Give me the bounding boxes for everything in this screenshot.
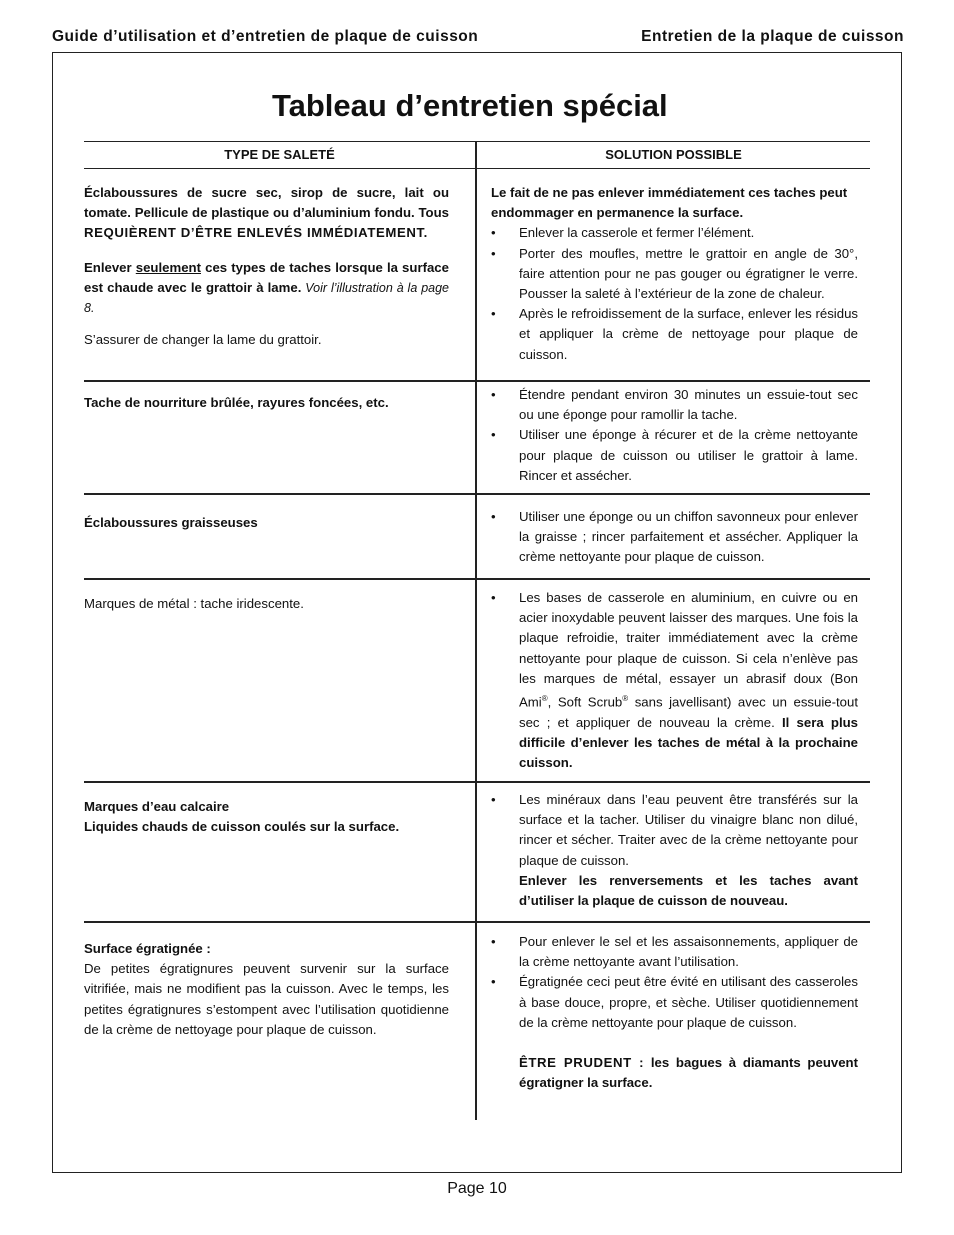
column-divider — [475, 141, 477, 1120]
row-divider — [84, 380, 870, 382]
row-3-solution-list — [491, 507, 858, 568]
caution-note: ÊTRE PRUDENT : les bagues à diamants peuvent égratigner la surface. — [519, 1055, 858, 1091]
row-6-solution-list — [491, 932, 858, 1033]
running-header-left: Guide d’utilisation et d’entretien de plaque de cuisson — [52, 28, 479, 45]
running-header-right: Entretien de la plaque de cuisson — [641, 28, 904, 45]
page-number: Page 10 — [447, 1180, 507, 1197]
row-1-soil — [84, 183, 449, 350]
row-5-soil: Marques d’eau calcaire Liquides chauds de cuisson coulés sur la surface. — [84, 799, 400, 835]
list-item: • Les bases de casserole en aluminium, en cuivre ou en acier inoxydable peuvent laisser des marques. Une fois la plaque refroidie, traiter immédiatement avec la crème nettoyante pour plaque de cuisson. Si cela n’enlève pas les marques de métal, essayer un abrasif doux (Bon Ami®, Soft Scrub® sans javellisant) avec un essuie-tout sec ; et appliquer de nouveau la crème. Il sera plus difficile d’enlever les taches de métal à la prochaine cuisson. — [491, 588, 858, 773]
row-2-solution-list — [491, 385, 858, 486]
row-5-solution-list — [491, 790, 858, 911]
row-divider — [84, 578, 870, 580]
row-1-solution-list — [491, 223, 858, 364]
list-item: • Égratignée ceci peut être évité en utilisant des casseroles à base douce, propre, et sèche. Utiliser quotidiennement de la crème nettoyante pour plaque de cuisson. — [491, 972, 858, 1033]
row-divider — [84, 921, 870, 923]
row-3-soil: Éclaboussures graisseuses — [84, 515, 258, 530]
list-item: • Après le refroidissement de la surface, enlever les résidus et appliquer la crème de nettoyage pour plaque de cuisson. — [491, 304, 858, 365]
row-3-solution — [491, 507, 858, 568]
row-6-solution — [491, 932, 858, 1093]
row-divider — [84, 781, 870, 783]
row-1-solution-intro: Le fait de ne pas enlever immédiatement ces taches peut endommager en permanence la surface. — [491, 185, 848, 221]
row-1-solution — [491, 183, 858, 365]
row-4-solution-list — [491, 588, 858, 773]
row-6-soil: Surface égratignée : De petites égratignures peuvent survenir sur la surface vitrifiée, mais ne modifient pas la cuisson. Avec le temps, les petites égratignures s’estompent avec l’utilisation quotidienne de la crème de nettoyage pour plaque de cuisson. — [84, 941, 449, 1037]
row-1-soil-p3: S’assurer de changer la lame du grattoir. — [84, 332, 322, 348]
row-divider — [84, 493, 870, 495]
row-1-soil-p1: Éclaboussures de sucre sec, sirop de sucre, lait ou tomate. Pellicule de plastique ou d’aluminium fondu. Tous REQUIÈRENT D’ÊTRE ENLEVÉS IMMÉDIATEMENT. — [84, 185, 449, 241]
list-item: • Les minéraux dans l’eau peuvent être transférés sur la surface et la tacher. Utiliser du vinaigre blanc non dilué, rincer et sécher. Traiter avec de la crème nettoyante pour plaque de cuisson. Enlever les renversements et les taches avant d’utiliser la plaque de cuisson de nouveau. — [491, 790, 858, 911]
column-header-soil-type: TYPE DE SALETÉ — [84, 141, 475, 169]
row-2-solution — [491, 385, 858, 486]
list-item: • Porter des moufles, mettre le grattoir en angle de 30°, faire attention pour ne pas gouger ou égratigner le verre. Pousser la saleté à l’extérieur de la zone de chaleur. — [491, 244, 858, 305]
row-4-solution — [491, 588, 858, 773]
row-4-soil: Marques de métal : tache iridescente. — [84, 596, 304, 611]
row-1-soil-p2: Enlever seulement ces types de taches lorsque la surface est chaude avec le grattoir à lame. Voir l’illustration à la page 8. — [84, 259, 449, 316]
column-header-solution: SOLUTION POSSIBLE — [477, 141, 870, 169]
row-2-soil: Tache de nourriture brûlée, rayures foncées, etc. — [84, 395, 389, 410]
row-5-solution — [491, 790, 858, 911]
list-item: • Utiliser une éponge ou un chiffon savonneux pour enlever la graisse ; rincer parfaitement et assécher. Appliquer la crème nettoyante pour plaque de cuisson. — [491, 507, 858, 568]
list-item: • Étendre pendant environ 30 minutes un essuie-tout sec ou une éponge pour ramollir la tache. — [491, 385, 858, 425]
list-item: • Pour enlever le sel et les assaisonnements, appliquer de la crème nettoyante avant l’utilisation. — [491, 932, 858, 972]
list-item: • Utiliser une éponge à récurer et de la crème nettoyante pour plaque de cuisson ou utiliser le grattoir à lame. Rincer et assécher. — [491, 425, 858, 486]
list-item: • Enlever la casserole et fermer l’élément. — [491, 223, 858, 243]
page-title: Tableau d’entretien spécial — [272, 88, 668, 123]
